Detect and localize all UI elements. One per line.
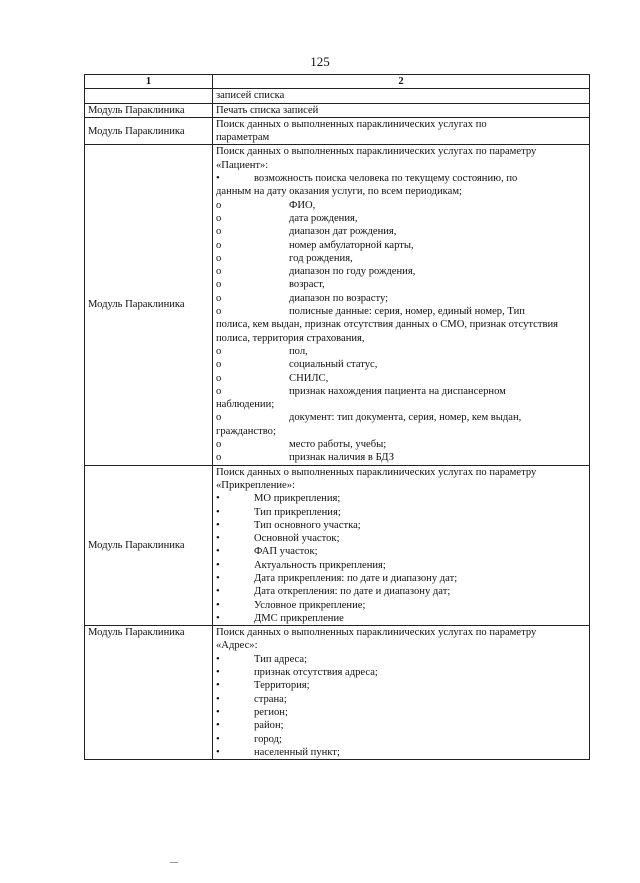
bullet-text: Дата прикрепления: по дате и диапазону дат; xyxy=(254,572,458,584)
bullet-item xyxy=(216,746,586,759)
description-cell xyxy=(213,145,590,465)
circle-subitem xyxy=(216,252,586,265)
subitem-text: диапазон дат рождения, xyxy=(289,226,397,238)
circle-marker: o xyxy=(216,212,222,224)
circle-subitem xyxy=(216,438,586,451)
requirements-table xyxy=(84,74,590,760)
subitem-text: возраст, xyxy=(289,279,325,291)
bullet-text: Территория; xyxy=(254,680,310,692)
header-cell-2: 2 xyxy=(213,75,590,89)
bullet-marker: • xyxy=(216,706,220,718)
bullet-marker: • xyxy=(216,559,220,571)
bullet-text: Тип адреса; xyxy=(254,653,308,665)
bullet-text: МО прикрепления; xyxy=(254,493,341,505)
subitem-continuation: наблюдении; xyxy=(216,399,275,411)
bullet-marker: • xyxy=(216,533,220,545)
bullet-item xyxy=(216,585,586,598)
intro-line: «Прикрепление»: xyxy=(216,479,295,491)
bullet-text: Актуальность прикрепления; xyxy=(254,559,386,571)
circle-subitem xyxy=(216,212,586,225)
subitem-text: дата рождения, xyxy=(289,212,358,224)
description-cell xyxy=(213,626,590,760)
circle-subitem xyxy=(216,345,586,358)
circle-subitem xyxy=(216,305,586,318)
circle-marker: o xyxy=(216,266,222,278)
circle-marker: o xyxy=(216,226,222,238)
subitem-text: диапазон по году рождения, xyxy=(289,266,416,278)
bullet-marker: • xyxy=(216,667,220,679)
module-cell xyxy=(85,89,213,103)
circle-marker: o xyxy=(216,239,222,251)
bullet-text: Условное прикрепление; xyxy=(254,599,366,611)
bullet-continuation: данным на дату оказания услуги, по всем периодикам; xyxy=(216,186,462,198)
bullet-item xyxy=(216,733,586,746)
circle-marker: o xyxy=(216,292,222,304)
patient-subitem-list xyxy=(216,199,586,465)
bullet-item xyxy=(216,532,586,545)
bullet-item xyxy=(216,519,586,532)
bullet-item xyxy=(216,506,586,519)
table-row xyxy=(85,626,590,760)
circle-marker: o xyxy=(216,345,222,357)
bullet-text: регион; xyxy=(254,706,288,718)
circle-subitem xyxy=(216,411,586,424)
circle-marker: o xyxy=(216,385,222,397)
bullet-text: населенный пункт; xyxy=(254,746,340,758)
table-row xyxy=(85,103,590,117)
module-cell: Модуль Параклиника xyxy=(85,117,213,145)
circle-marker: o xyxy=(216,306,222,318)
intro-line: Поиск данных о выполненных параклинических услугах по параметру xyxy=(216,146,537,158)
bullet-item xyxy=(216,572,586,585)
circle-marker: o xyxy=(216,359,222,371)
bullet-item xyxy=(216,559,586,572)
circle-subitem xyxy=(216,278,586,291)
address-item-list xyxy=(216,653,586,759)
circle-marker: o xyxy=(216,279,222,291)
description-cell xyxy=(213,465,590,626)
bullet-marker: • xyxy=(216,693,220,705)
bullet-item xyxy=(216,492,586,505)
table-row xyxy=(85,89,590,103)
bullet-text: Тип основного участка; xyxy=(254,519,361,531)
bullet-marker: • xyxy=(216,572,220,584)
description-line: параметрам xyxy=(216,132,270,144)
bullet-item xyxy=(216,719,586,732)
bullet-marker: • xyxy=(216,506,220,518)
circle-subitem xyxy=(216,451,586,464)
bullet-item xyxy=(216,599,586,612)
description-cell xyxy=(213,89,590,103)
circle-marker: o xyxy=(216,412,222,424)
subitem-text: пол, xyxy=(289,345,308,357)
subitem-continuation: полиса, кем выдан, признак отсутствия данных о СМО, признак отсутствия полиса, территория страхования, xyxy=(216,319,559,344)
circle-subitem xyxy=(216,372,586,385)
circle-subitem xyxy=(216,199,586,212)
bullet-item xyxy=(216,679,586,692)
intro-line: Поиск данных о выполненных параклинических услугах по параметру xyxy=(216,466,537,478)
bullet-marker: • xyxy=(216,586,220,598)
subitem-text: СНИЛС, xyxy=(289,372,329,384)
bullet-item xyxy=(216,612,586,625)
bullet-item xyxy=(216,545,586,558)
bullet-text: возможность поиска человека по текущему состоянию, по xyxy=(254,173,518,185)
circle-subitem xyxy=(216,265,586,278)
table-row xyxy=(85,117,590,145)
description-line: записей списка xyxy=(216,90,285,102)
intro-line: «Пациент»: xyxy=(216,159,269,171)
bullet-text: страна; xyxy=(254,693,287,705)
bullet-marker: • xyxy=(216,519,220,531)
circle-marker: o xyxy=(216,452,222,464)
subitem-text: номер амбулаторной карты, xyxy=(289,239,414,251)
bullet-text: Дата открепления: по дате и диапазону дат; xyxy=(254,586,451,598)
circle-subitem xyxy=(216,358,586,371)
bullet-marker: • xyxy=(216,720,220,732)
bullet-text: ФАП участок; xyxy=(254,546,318,558)
circle-marker: o xyxy=(216,199,222,211)
module-cell: Модуль Параклиника xyxy=(85,103,213,117)
circle-marker: o xyxy=(216,439,222,451)
bullet-text: район; xyxy=(254,720,284,732)
bullet-item xyxy=(216,172,586,185)
bullet-marker: • xyxy=(216,493,220,505)
table-header-row xyxy=(85,75,590,89)
circle-subitem xyxy=(216,239,586,252)
intro-line: «Адрес»: xyxy=(216,640,258,652)
bullet-item xyxy=(216,693,586,706)
module-cell: Модуль Параклиника xyxy=(85,626,213,760)
subitem-text: место работы, учебы; xyxy=(289,439,387,451)
bullet-marker: • xyxy=(216,680,220,692)
module-cell: Модуль Параклиника xyxy=(85,465,213,626)
description-cell xyxy=(213,117,590,145)
bullet-marker: • xyxy=(216,612,220,624)
table-row xyxy=(85,465,590,626)
description-line: Поиск данных о выполненных параклинических услугах по xyxy=(216,118,487,130)
bullet-marker: • xyxy=(216,653,220,665)
bullet-text: Тип прикрепления; xyxy=(254,506,341,518)
circle-marker: o xyxy=(216,372,222,384)
subitem-text: полисные данные: серия, номер, единый номер, Тип xyxy=(289,306,525,318)
subitem-continuation: гражданство; xyxy=(216,425,276,437)
subitem-text: документ: тип документа, серия, номер, кем выдан, xyxy=(289,412,522,424)
circle-subitem xyxy=(216,385,586,398)
description-cell xyxy=(213,103,590,117)
header-cell-1: 1 xyxy=(85,75,213,89)
bullet-item xyxy=(216,666,586,679)
circle-marker: o xyxy=(216,252,222,264)
bullet-marker: • xyxy=(216,733,220,745)
subitem-text: признак нахождения пациента на диспансерном xyxy=(289,385,506,397)
module-cell: Модуль Параклиника xyxy=(85,145,213,465)
table-row xyxy=(85,145,590,465)
page-number: 125 xyxy=(310,54,330,69)
subitem-text: год рождения, xyxy=(289,252,353,264)
bullet-text: город; xyxy=(254,733,282,745)
circle-subitem xyxy=(216,292,586,305)
bullet-item xyxy=(216,653,586,666)
attachment-item-list xyxy=(216,492,586,625)
bullet-marker: • xyxy=(216,173,220,185)
circle-subitem xyxy=(216,225,586,238)
scan-artifact-mark xyxy=(170,862,178,863)
bullet-marker: • xyxy=(216,746,220,758)
bullet-marker: • xyxy=(216,599,220,611)
bullet-item xyxy=(216,706,586,719)
bullet-text: признак отсутствия адреса; xyxy=(254,667,378,679)
subitem-text: ФИО, xyxy=(289,199,316,211)
description-line: Печать списка записей xyxy=(216,104,319,116)
bullet-marker: • xyxy=(216,546,220,558)
subitem-text: социальный статус, xyxy=(289,359,378,371)
subitem-text: признак наличия в БДЗ xyxy=(289,452,395,464)
subitem-text: диапазон по возрасту; xyxy=(289,292,389,304)
bullet-text: ДМС прикрепление xyxy=(254,612,344,624)
bullet-text: Основной участок; xyxy=(254,533,340,545)
intro-line: Поиск данных о выполненных параклинических услугах по параметру xyxy=(216,627,537,639)
